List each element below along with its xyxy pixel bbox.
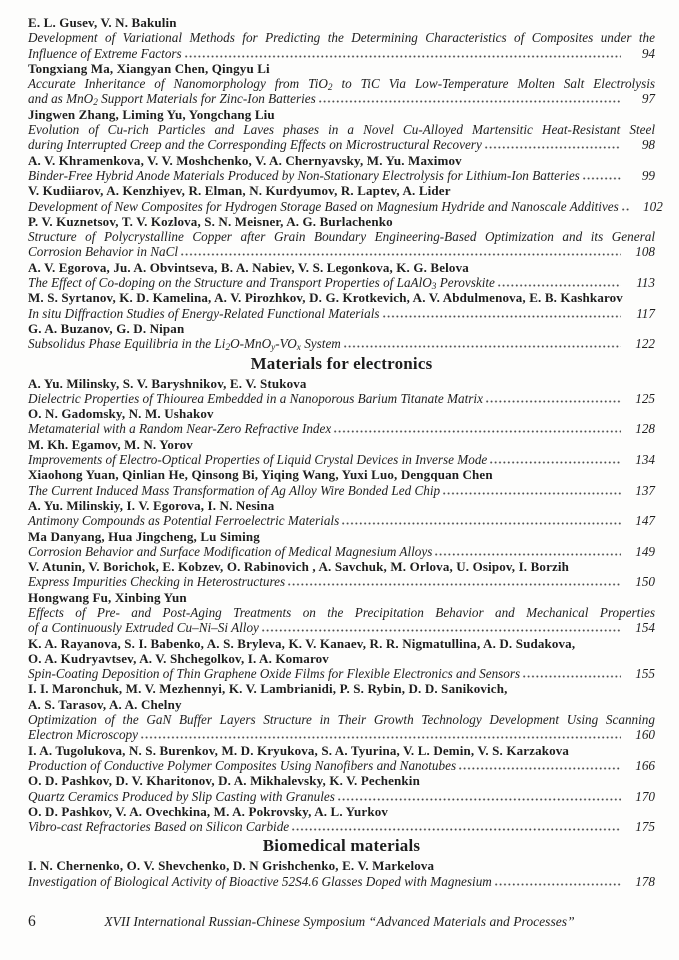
toc-entry <box>28 467 655 498</box>
entry-page-number: 117 <box>636 305 655 321</box>
dot-leader <box>261 629 621 632</box>
dot-leader <box>485 400 621 403</box>
toc-entry <box>28 804 655 835</box>
dot-leader <box>621 208 629 211</box>
entry-page-number: 170 <box>635 788 655 804</box>
entry-authors: M. S. Syrtanov, K. D. Kamelina, A. V. Pirozhkov, D. G. Krotkevich, A. V. Abdulmenova, E. B. Kashkarov <box>28 290 623 306</box>
entry-authors: Hongwang Fu, Xinbing Yun <box>28 589 187 605</box>
entry-page-number: 102 <box>643 198 663 214</box>
toc-entry <box>28 773 655 804</box>
entry-page-number: 97 <box>641 91 655 107</box>
entry-title-row <box>28 758 655 773</box>
entry-title: Quartz Ceramics Produced by Slip Casting with Granules <box>28 788 335 804</box>
dot-leader <box>341 522 621 525</box>
entry-title-row <box>28 275 655 290</box>
entry-title-row <box>28 168 655 183</box>
entry-title: Improvements of Electro-Optical Properties of Liquid Crystal Devices in Inverse Mode <box>28 452 488 468</box>
entry-title: Corrosion Behavior in NaCl <box>28 244 179 260</box>
entry-title-row <box>28 306 655 321</box>
entry-title-line: Optimization of the GaN Buffer Layers Structure in Their Growth Technology Development Using Scanning <box>28 712 655 728</box>
toc-entry <box>28 260 655 291</box>
entry-page-number: 122 <box>635 336 655 352</box>
entry-title-line: Accurate Inheritance of Nanomorphology from TiO$_2$ to TiC Via Low-Temperature Molten Salt Electrolysis <box>28 76 655 93</box>
entry-title-row <box>28 789 655 804</box>
dot-leader <box>287 583 621 586</box>
entry-title: In situ Diffraction Studies of Energy-Related Functional Materials <box>28 305 380 321</box>
entry-authors: I. I. Maronchuk, M. V. Mezhennyi, K. V. Lambrianidi, P. S. Rybin, D. D. Sanikovich, <box>28 681 508 697</box>
entry-title: Development of New Composites for Hydrogen Storage Based on Magnesium Hydride and Nanoscale Additives <box>28 198 619 214</box>
entry-title: Metamaterial with a Random Near-Zero Refractive Index <box>28 421 332 437</box>
entry-title-row <box>28 874 655 889</box>
entry-title-row <box>28 544 655 559</box>
entry-title-line: Evolution of Cu-rich Particles and Laves phases in a Novel Cu-Alloyed Martensitic Heat-Resistant Steel <box>28 122 655 138</box>
footer <box>28 913 651 931</box>
entry-title: of a Continuously Extruded Cu–Ni–Si Alloy <box>28 620 259 636</box>
toc-entry <box>28 498 655 529</box>
entry-authors: V. Kudiiarov, A. Kenzhiyev, R. Elman, N. Kurdyumov, R. Laptev, A. Lider <box>28 183 451 199</box>
dot-leader <box>343 345 621 348</box>
toc-entry <box>28 743 655 774</box>
entry-title: Spin-Coating Deposition of Thin Graphene Oxide Films for Flexible Electronics and Sensors <box>28 666 521 682</box>
entry-page-number: 98 <box>641 137 655 153</box>
entry-title: and as MnO$_2$ Support Materials for Zinc-Ion Batteries <box>28 91 316 108</box>
entry-title-row <box>28 574 655 589</box>
entry-page-number: 147 <box>635 513 655 529</box>
entry-page-number: 149 <box>635 543 655 559</box>
toc-entry <box>28 559 655 590</box>
toc-entry <box>28 529 655 560</box>
entry-page-number: 175 <box>635 819 655 835</box>
entry-title-row <box>28 483 655 498</box>
dot-leader <box>333 430 621 433</box>
dot-leader <box>291 828 621 831</box>
entry-title: The Current Induced Mass Transformation of Ag Alloy Wire Bonded Led Chip <box>28 482 441 498</box>
dot-leader <box>442 492 621 495</box>
entry-title: Binder-Free Hybrid Anode Materials Produced by Non-Stationary Electrolysis for Lithium-Ion Batteries <box>28 167 580 183</box>
entry-title-row <box>28 244 655 259</box>
entry-authors: I. A. Tugolukova, N. S. Burenkov, M. D. Kryukova, S. A. Tyurina, V. L. Demin, V. S. Karzakova <box>28 742 570 758</box>
entry-authors: P. V. Kuznetsov, T. V. Kozlova, S. N. Meisner, A. G. Burlachenko <box>28 213 393 229</box>
entry-authors: M. Kh. Egamov, M. N. Yorov <box>28 436 193 452</box>
entry-title-row <box>28 137 655 152</box>
dot-leader <box>180 253 621 256</box>
entry-title-row <box>28 46 655 61</box>
entry-authors: Xiaohong Yuan, Qinlian He, Qinsong Bi, Yiqing Wang, Yuxi Luo, Dengquan Chen <box>28 467 493 483</box>
entry-title: during Interrupted Creep and the Corresponding Effects on Microstructural Recovery <box>28 137 482 153</box>
toc-entry <box>28 858 655 889</box>
entry-title: Antimony Compounds as Potential Ferroelectric Materials <box>28 513 340 529</box>
entry-authors: O. N. Gadomsky, N. M. Ushakov <box>28 406 214 422</box>
dot-leader <box>318 100 621 103</box>
entry-title: Express Impurities Checking in Heterostructures <box>28 574 286 590</box>
entry-title-line: Development of Variational Methods for Predicting the Determining Characteristics of Composites under the <box>28 30 655 46</box>
entry-authors: V. Atunin, V. Borichok, E. Kobzev, O. Rabinovich , A. Savchuk, M. Orlova, U. Osipov, I. Borzih <box>28 559 570 575</box>
entry-page-number: 125 <box>635 390 655 406</box>
entry-page-number: 108 <box>635 244 655 260</box>
entry-title: Production of Conductive Polymer Composites Using Nanofibers and Nanotubes <box>28 757 457 773</box>
entry-title-row <box>28 513 655 528</box>
entry-page-number: 166 <box>635 757 655 773</box>
entry-title: Electron Microscopy <box>28 727 138 743</box>
dot-leader <box>434 553 621 556</box>
entry-title-row <box>28 336 655 351</box>
page-number: 6 <box>28 913 36 930</box>
entry-authors: O. D. Pashkov, V. A. Ovechkina, M. A. Pokrovsky, A. L. Yurkov <box>28 803 388 819</box>
entry-authors: O. A. Kudryavtsev, A. V. Shchegolkov, I. A. Komarov <box>28 650 329 666</box>
entry-authors: O. D. Pashkov, D. V. Kharitonov, D. A. Mikhalevsky, K. V. Pechenkin <box>28 773 420 789</box>
entry-title-row <box>28 819 655 834</box>
entry-title-row <box>28 620 655 635</box>
toc-entry <box>28 153 655 184</box>
entry-title-line: Structure of Polycrystalline Copper after Grain Boundary Engineering-Based Optimization and its General <box>28 229 655 245</box>
entry-title: Influence of Extreme Factors <box>28 45 182 61</box>
toc-entry <box>28 15 655 61</box>
toc-entry <box>28 214 655 260</box>
entry-title-row <box>28 198 663 214</box>
entry-page-number: 150 <box>635 574 655 590</box>
entry-page-number: 137 <box>635 482 655 498</box>
entry-title-row <box>28 391 655 406</box>
footer-title: XVII International Russian-Chinese Symposium “Advanced Materials and Processes” <box>104 914 575 929</box>
entry-authors: Ma Danyang, Hua Jingcheng, Lu Siming <box>28 528 260 544</box>
entry-authors: A. S. Tarasov, A. A. Chelny <box>28 696 182 712</box>
toc-list <box>28 15 663 889</box>
dot-leader <box>484 146 621 149</box>
entry-authors: A. V. Khramenkova, V. V. Moshchenko, V. A. Chernyavsky, M. Yu. Maximov <box>28 152 462 168</box>
entry-page-number: 99 <box>641 167 655 183</box>
toc-entry <box>28 321 655 352</box>
dot-leader <box>140 736 621 739</box>
entry-authors: A. Yu. Milinsky, S. V. Baryshnikov, E. V. Stukova <box>28 375 307 391</box>
dot-leader <box>458 767 621 770</box>
toc-entry <box>28 636 655 682</box>
toc-entry <box>28 107 655 153</box>
entry-page-number: 113 <box>636 275 655 291</box>
entry-title-row <box>28 452 655 467</box>
entry-page-number: 134 <box>635 452 655 468</box>
toc-entry <box>28 290 655 321</box>
entry-authors: G. A. Buzanov, G. D. Nipan <box>28 320 185 336</box>
entry-title-row <box>28 727 655 742</box>
toc-entry <box>28 681 655 742</box>
section-heading: Biomedical materials <box>262 836 421 856</box>
entry-title: The Effect of Co-doping on the Structure and Transport Properties of LaAlO$_3$ Perovskite <box>28 275 495 292</box>
toc-entry <box>28 61 655 107</box>
entry-title: Investigation of Biological Activity of Bioactive 52S4.6 Glasses Doped with Magnesium <box>28 873 492 889</box>
dot-leader <box>382 315 622 318</box>
entry-title: Subsolidus Phase Equilibria in the $Li_2O-MnO_y-VO_x$ System <box>28 336 341 353</box>
entry-page-number: 94 <box>641 45 655 61</box>
toc-entry <box>28 406 655 437</box>
dot-leader <box>582 177 621 180</box>
dot-leader <box>497 284 621 287</box>
dot-leader <box>337 798 621 801</box>
entry-authors: Jingwen Zhang, Liming Yu, Yongchang Liu <box>28 106 275 122</box>
entry-title-row <box>28 91 655 106</box>
entry-authors: K. A. Rayanova, S. I. Babenko, A. S. Bryleva, K. V. Kanaev, R. R. Nigmatullina, A. D. Sudakova, <box>28 635 576 651</box>
toc-entry <box>28 437 655 468</box>
entry-title-row <box>28 666 655 681</box>
toc-entry <box>28 590 655 636</box>
entry-title: Corrosion Behavior and Surface Modification of Medical Magnesium Alloys <box>28 543 433 559</box>
entry-authors: Tongxiang Ma, Xiangyan Chen, Qingyu Li <box>28 60 270 76</box>
entry-authors: I. N. Chernenko, O. V. Shevchenko, D. N Grishchenko, E. V. Markelova <box>28 858 435 874</box>
entry-page-number: 155 <box>635 666 655 682</box>
entry-title: Vibro-cast Refractories Based on Silicon Carbide <box>28 819 290 835</box>
entry-title: Dielectric Properties of Thiourea Embedded in a Nanoporous Barium Titanate Matrix <box>28 390 483 406</box>
entry-title-line: Effects of Pre- and Post-Aging Treatments on the Precipitation Behavior and Mechanical Properties <box>28 604 655 620</box>
entry-authors: A. V. Egorova, Ju. A. Obvintseva, B. A. Nabiev, V. S. Legonkova, K. G. Belova <box>28 259 469 275</box>
entry-authors: A. Yu. Milinskiy, I. V. Egorova, I. N. Nesina <box>28 497 275 513</box>
entry-title-row <box>28 421 655 436</box>
entry-page-number: 154 <box>635 620 655 636</box>
entry-page-number: 128 <box>635 421 655 437</box>
dot-leader <box>489 461 621 464</box>
toc-entry <box>28 376 655 407</box>
dot-leader <box>522 675 621 678</box>
toc-entry <box>28 183 663 214</box>
entry-authors: E. L. Gusev, V. N. Bakulin <box>28 15 177 30</box>
entry-page-number: 160 <box>635 727 655 743</box>
entry-page-number: 178 <box>635 873 655 889</box>
dot-leader <box>494 883 621 886</box>
section-heading: Materials for electronics <box>250 353 433 373</box>
dot-leader <box>184 55 621 58</box>
